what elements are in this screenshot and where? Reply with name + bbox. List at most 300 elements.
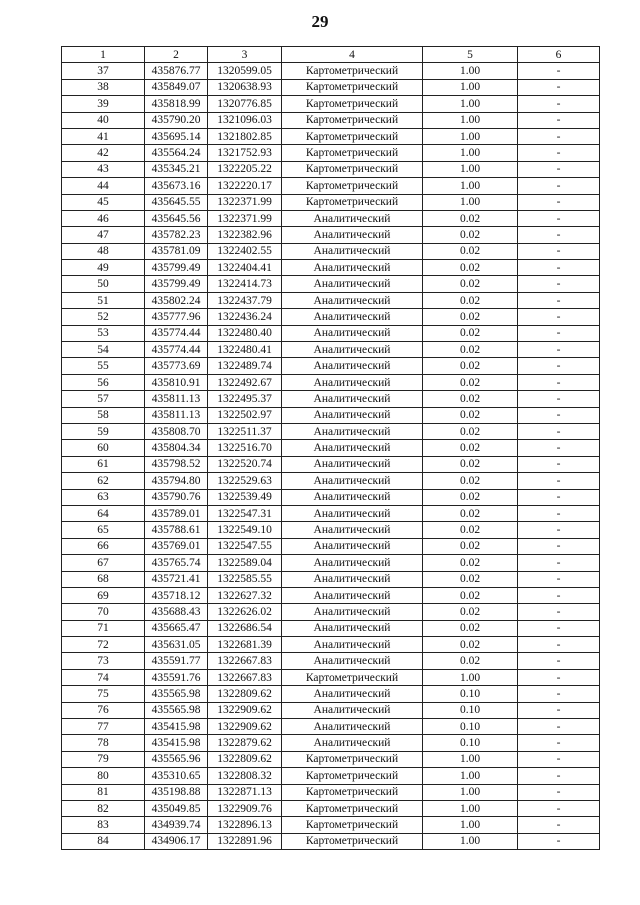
note-cell: - — [518, 358, 600, 374]
table-row — [62, 637, 600, 653]
x-coordinate-cell: 435781.09 — [145, 243, 208, 259]
table-row — [62, 571, 600, 587]
point-number-cell: 54 — [62, 342, 145, 358]
note-cell: - — [518, 735, 600, 751]
point-number-cell: 68 — [62, 571, 145, 587]
point-number-cell: 73 — [62, 653, 145, 669]
method-cell: Картометрический — [282, 800, 423, 816]
x-coordinate-cell: 435695.14 — [145, 128, 208, 144]
x-coordinate-cell: 435799.49 — [145, 260, 208, 276]
x-coordinate-cell: 435645.55 — [145, 194, 208, 210]
method-cell: Аналитический — [282, 522, 423, 538]
y-coordinate-cell: 1322437.79 — [208, 292, 282, 308]
note-cell: - — [518, 571, 600, 587]
table-row — [62, 325, 600, 341]
table-row — [62, 522, 600, 538]
point-number-cell: 46 — [62, 210, 145, 226]
method-cell: Аналитический — [282, 620, 423, 636]
accuracy-cell: 1.00 — [423, 161, 518, 177]
table-row — [62, 112, 600, 128]
table-row — [62, 669, 600, 685]
y-coordinate-cell: 1322529.63 — [208, 473, 282, 489]
point-number-cell: 61 — [62, 456, 145, 472]
table-row — [62, 161, 600, 177]
method-cell: Аналитический — [282, 292, 423, 308]
method-cell: Аналитический — [282, 309, 423, 325]
accuracy-cell: 0.02 — [423, 653, 518, 669]
table-row — [62, 702, 600, 718]
point-number-cell: 44 — [62, 178, 145, 194]
table-row — [62, 358, 600, 374]
point-number-cell: 49 — [62, 260, 145, 276]
table-row — [62, 79, 600, 95]
x-coordinate-cell: 435811.13 — [145, 407, 208, 423]
accuracy-cell: 0.10 — [423, 686, 518, 702]
y-coordinate-cell: 1322516.70 — [208, 440, 282, 456]
table-row — [62, 128, 600, 144]
column-header-6: 6 — [518, 47, 600, 63]
note-cell: - — [518, 719, 600, 735]
y-coordinate-cell: 1322627.32 — [208, 587, 282, 603]
method-cell: Картометрический — [282, 784, 423, 800]
y-coordinate-cell: 1322808.32 — [208, 768, 282, 784]
note-cell: - — [518, 194, 600, 210]
accuracy-cell: 0.02 — [423, 555, 518, 571]
y-coordinate-cell: 1322489.74 — [208, 358, 282, 374]
point-number-cell: 47 — [62, 227, 145, 243]
point-number-cell: 79 — [62, 751, 145, 767]
x-coordinate-cell: 435782.23 — [145, 227, 208, 243]
point-number-cell: 69 — [62, 587, 145, 603]
note-cell: - — [518, 292, 600, 308]
method-cell: Аналитический — [282, 440, 423, 456]
note-cell: - — [518, 374, 600, 390]
x-coordinate-cell: 435415.98 — [145, 735, 208, 751]
accuracy-cell: 0.10 — [423, 702, 518, 718]
accuracy-cell: 0.02 — [423, 342, 518, 358]
accuracy-cell: 1.00 — [423, 178, 518, 194]
table-row — [62, 604, 600, 620]
method-cell: Картометрический — [282, 178, 423, 194]
note-cell: - — [518, 538, 600, 554]
point-number-cell: 63 — [62, 489, 145, 505]
x-coordinate-cell: 435810.91 — [145, 374, 208, 390]
x-coordinate-cell: 435876.77 — [145, 63, 208, 79]
accuracy-cell: 0.02 — [423, 260, 518, 276]
table-row — [62, 63, 600, 79]
y-coordinate-cell: 1322511.37 — [208, 423, 282, 439]
accuracy-cell: 0.02 — [423, 309, 518, 325]
x-coordinate-cell: 435645.56 — [145, 210, 208, 226]
y-coordinate-cell: 1322909.62 — [208, 719, 282, 735]
x-coordinate-cell: 435591.77 — [145, 653, 208, 669]
column-header-2: 2 — [145, 47, 208, 63]
x-coordinate-cell: 435774.44 — [145, 325, 208, 341]
table-row — [62, 260, 600, 276]
method-cell: Аналитический — [282, 391, 423, 407]
note-cell: - — [518, 210, 600, 226]
note-cell: - — [518, 473, 600, 489]
note-cell: - — [518, 669, 600, 685]
x-coordinate-cell: 435773.69 — [145, 358, 208, 374]
method-cell: Аналитический — [282, 423, 423, 439]
accuracy-cell: 1.00 — [423, 194, 518, 210]
note-cell: - — [518, 309, 600, 325]
note-cell: - — [518, 555, 600, 571]
method-cell: Картометрический — [282, 63, 423, 79]
accuracy-cell: 0.02 — [423, 505, 518, 521]
method-cell: Аналитический — [282, 325, 423, 341]
note-cell: - — [518, 702, 600, 718]
accuracy-cell: 0.02 — [423, 489, 518, 505]
x-coordinate-cell: 435198.88 — [145, 784, 208, 800]
point-number-cell: 62 — [62, 473, 145, 489]
x-coordinate-cell: 435798.52 — [145, 456, 208, 472]
table-row — [62, 800, 600, 816]
note-cell: - — [518, 128, 600, 144]
y-coordinate-cell: 1322402.55 — [208, 243, 282, 259]
accuracy-cell: 0.02 — [423, 374, 518, 390]
table-row — [62, 391, 600, 407]
note-cell: - — [518, 178, 600, 194]
point-number-cell: 39 — [62, 96, 145, 112]
point-number-cell: 81 — [62, 784, 145, 800]
x-coordinate-cell: 435673.16 — [145, 178, 208, 194]
x-coordinate-cell: 435721.41 — [145, 571, 208, 587]
method-cell: Аналитический — [282, 702, 423, 718]
point-number-cell: 57 — [62, 391, 145, 407]
method-cell: Аналитический — [282, 407, 423, 423]
method-cell: Аналитический — [282, 342, 423, 358]
y-coordinate-cell: 1322220.17 — [208, 178, 282, 194]
y-coordinate-cell: 1322205.22 — [208, 161, 282, 177]
column-header-5: 5 — [423, 47, 518, 63]
note-cell: - — [518, 96, 600, 112]
x-coordinate-cell: 435811.13 — [145, 391, 208, 407]
y-coordinate-cell: 1322502.97 — [208, 407, 282, 423]
point-number-cell: 55 — [62, 358, 145, 374]
point-number-cell: 78 — [62, 735, 145, 751]
point-number-cell: 52 — [62, 309, 145, 325]
x-coordinate-cell: 435774.44 — [145, 342, 208, 358]
accuracy-cell: 1.00 — [423, 833, 518, 849]
x-coordinate-cell: 435591.76 — [145, 669, 208, 685]
accuracy-cell: 0.02 — [423, 210, 518, 226]
table-row — [62, 276, 600, 292]
y-coordinate-cell: 1322626.02 — [208, 604, 282, 620]
note-cell: - — [518, 800, 600, 816]
note-cell: - — [518, 227, 600, 243]
point-number-cell: 64 — [62, 505, 145, 521]
accuracy-cell: 0.10 — [423, 735, 518, 751]
point-number-cell: 83 — [62, 817, 145, 833]
table-row — [62, 194, 600, 210]
accuracy-cell: 0.02 — [423, 522, 518, 538]
note-cell: - — [518, 63, 600, 79]
point-number-cell: 48 — [62, 243, 145, 259]
accuracy-cell: 1.00 — [423, 112, 518, 128]
accuracy-cell: 1.00 — [423, 817, 518, 833]
note-cell: - — [518, 522, 600, 538]
y-coordinate-cell: 1322686.54 — [208, 620, 282, 636]
point-number-cell: 40 — [62, 112, 145, 128]
point-number-cell: 53 — [62, 325, 145, 341]
y-coordinate-cell: 1322371.99 — [208, 210, 282, 226]
method-cell: Аналитический — [282, 374, 423, 390]
accuracy-cell: 1.00 — [423, 669, 518, 685]
y-coordinate-cell: 1322382.96 — [208, 227, 282, 243]
accuracy-cell: 1.00 — [423, 145, 518, 161]
method-cell: Аналитический — [282, 473, 423, 489]
note-cell: - — [518, 686, 600, 702]
y-coordinate-cell: 1322404.41 — [208, 260, 282, 276]
x-coordinate-cell: 435765.74 — [145, 555, 208, 571]
note-cell: - — [518, 784, 600, 800]
method-cell: Аналитический — [282, 358, 423, 374]
y-coordinate-cell: 1322539.49 — [208, 489, 282, 505]
x-coordinate-cell: 435808.70 — [145, 423, 208, 439]
accuracy-cell: 0.02 — [423, 358, 518, 374]
x-coordinate-cell: 435769.01 — [145, 538, 208, 554]
x-coordinate-cell: 435799.49 — [145, 276, 208, 292]
point-number-cell: 65 — [62, 522, 145, 538]
table-row — [62, 96, 600, 112]
table-row — [62, 653, 600, 669]
note-cell: - — [518, 145, 600, 161]
table-row — [62, 751, 600, 767]
method-cell: Картометрический — [282, 833, 423, 849]
accuracy-cell: 0.02 — [423, 587, 518, 603]
table-row — [62, 784, 600, 800]
note-cell: - — [518, 456, 600, 472]
point-number-cell: 56 — [62, 374, 145, 390]
coordinates-table — [61, 46, 600, 850]
method-cell: Аналитический — [282, 227, 423, 243]
method-cell: Картометрический — [282, 817, 423, 833]
accuracy-cell: 1.00 — [423, 751, 518, 767]
note-cell: - — [518, 751, 600, 767]
note-cell: - — [518, 653, 600, 669]
x-coordinate-cell: 435631.05 — [145, 637, 208, 653]
method-cell: Аналитический — [282, 260, 423, 276]
note-cell: - — [518, 505, 600, 521]
y-coordinate-cell: 1322436.24 — [208, 309, 282, 325]
method-cell: Картометрический — [282, 145, 423, 161]
table-row — [62, 505, 600, 521]
note-cell: - — [518, 833, 600, 849]
table-header-row — [62, 47, 600, 63]
y-coordinate-cell: 1322681.39 — [208, 637, 282, 653]
note-cell: - — [518, 768, 600, 784]
y-coordinate-cell: 1322585.55 — [208, 571, 282, 587]
x-coordinate-cell: 435564.24 — [145, 145, 208, 161]
table-row — [62, 735, 600, 751]
table-row — [62, 456, 600, 472]
note-cell: - — [518, 276, 600, 292]
x-coordinate-cell: 435789.01 — [145, 505, 208, 521]
note-cell: - — [518, 637, 600, 653]
accuracy-cell: 1.00 — [423, 784, 518, 800]
accuracy-cell: 0.02 — [423, 620, 518, 636]
y-coordinate-cell: 1322909.76 — [208, 800, 282, 816]
method-cell: Картометрический — [282, 96, 423, 112]
method-cell: Картометрический — [282, 194, 423, 210]
y-coordinate-cell: 1322520.74 — [208, 456, 282, 472]
point-number-cell: 82 — [62, 800, 145, 816]
method-cell: Аналитический — [282, 555, 423, 571]
method-cell: Картометрический — [282, 161, 423, 177]
x-coordinate-cell: 435310.65 — [145, 768, 208, 784]
y-coordinate-cell: 1322495.37 — [208, 391, 282, 407]
table-row — [62, 768, 600, 784]
note-cell: - — [518, 325, 600, 341]
point-number-cell: 72 — [62, 637, 145, 653]
table-row — [62, 227, 600, 243]
note-cell: - — [518, 391, 600, 407]
method-cell: Аналитический — [282, 243, 423, 259]
point-number-cell: 80 — [62, 768, 145, 784]
y-coordinate-cell: 1322809.62 — [208, 751, 282, 767]
method-cell: Картометрический — [282, 112, 423, 128]
table-row — [62, 374, 600, 390]
y-coordinate-cell: 1322549.10 — [208, 522, 282, 538]
table-row — [62, 555, 600, 571]
table-row — [62, 292, 600, 308]
note-cell: - — [518, 817, 600, 833]
accuracy-cell: 0.02 — [423, 391, 518, 407]
method-cell: Аналитический — [282, 719, 423, 735]
point-number-cell: 70 — [62, 604, 145, 620]
note-cell: - — [518, 407, 600, 423]
accuracy-cell: 0.02 — [423, 292, 518, 308]
table-row — [62, 538, 600, 554]
table-row — [62, 489, 600, 505]
y-coordinate-cell: 1322547.55 — [208, 538, 282, 554]
x-coordinate-cell: 435849.07 — [145, 79, 208, 95]
y-coordinate-cell: 1322667.83 — [208, 653, 282, 669]
y-coordinate-cell: 1320638.93 — [208, 79, 282, 95]
table-row — [62, 178, 600, 194]
point-number-cell: 66 — [62, 538, 145, 554]
column-header-4: 4 — [282, 47, 423, 63]
note-cell: - — [518, 440, 600, 456]
method-cell: Аналитический — [282, 587, 423, 603]
point-number-cell: 43 — [62, 161, 145, 177]
y-coordinate-cell: 1321096.03 — [208, 112, 282, 128]
table-row — [62, 243, 600, 259]
point-number-cell: 76 — [62, 702, 145, 718]
note-cell: - — [518, 604, 600, 620]
accuracy-cell: 1.00 — [423, 800, 518, 816]
y-coordinate-cell: 1322871.13 — [208, 784, 282, 800]
y-coordinate-cell: 1321802.85 — [208, 128, 282, 144]
table-row — [62, 440, 600, 456]
table-row — [62, 210, 600, 226]
x-coordinate-cell: 435788.61 — [145, 522, 208, 538]
accuracy-cell: 0.02 — [423, 227, 518, 243]
y-coordinate-cell: 1322667.83 — [208, 669, 282, 685]
table-row — [62, 587, 600, 603]
x-coordinate-cell: 435818.99 — [145, 96, 208, 112]
point-number-cell: 38 — [62, 79, 145, 95]
note-cell: - — [518, 79, 600, 95]
accuracy-cell: 1.00 — [423, 768, 518, 784]
column-header-1: 1 — [62, 47, 145, 63]
point-number-cell: 84 — [62, 833, 145, 849]
point-number-cell: 60 — [62, 440, 145, 456]
method-cell: Аналитический — [282, 735, 423, 751]
x-coordinate-cell: 435688.43 — [145, 604, 208, 620]
y-coordinate-cell: 1322809.62 — [208, 686, 282, 702]
method-cell: Аналитический — [282, 456, 423, 472]
x-coordinate-cell: 435049.85 — [145, 800, 208, 816]
accuracy-cell: 0.02 — [423, 637, 518, 653]
note-cell: - — [518, 342, 600, 358]
accuracy-cell: 0.02 — [423, 473, 518, 489]
x-coordinate-cell: 435790.76 — [145, 489, 208, 505]
accuracy-cell: 0.02 — [423, 276, 518, 292]
y-coordinate-cell: 1322891.96 — [208, 833, 282, 849]
point-number-cell: 75 — [62, 686, 145, 702]
y-coordinate-cell: 1322480.40 — [208, 325, 282, 341]
point-number-cell: 45 — [62, 194, 145, 210]
y-coordinate-cell: 1322589.04 — [208, 555, 282, 571]
y-coordinate-cell: 1322547.31 — [208, 505, 282, 521]
note-cell: - — [518, 620, 600, 636]
note-cell: - — [518, 587, 600, 603]
accuracy-cell: 0.02 — [423, 456, 518, 472]
table-row — [62, 833, 600, 849]
accuracy-cell: 0.02 — [423, 571, 518, 587]
table-row — [62, 817, 600, 833]
y-coordinate-cell: 1320776.85 — [208, 96, 282, 112]
x-coordinate-cell: 435802.24 — [145, 292, 208, 308]
x-coordinate-cell: 435415.98 — [145, 719, 208, 735]
y-coordinate-cell: 1322371.99 — [208, 194, 282, 210]
point-number-cell: 74 — [62, 669, 145, 685]
method-cell: Аналитический — [282, 686, 423, 702]
accuracy-cell: 0.02 — [423, 407, 518, 423]
accuracy-cell: 0.02 — [423, 423, 518, 439]
accuracy-cell: 0.02 — [423, 243, 518, 259]
point-number-cell: 67 — [62, 555, 145, 571]
table-row — [62, 620, 600, 636]
y-coordinate-cell: 1322879.62 — [208, 735, 282, 751]
point-number-cell: 51 — [62, 292, 145, 308]
page-number: 29 — [311, 12, 329, 31]
x-coordinate-cell: 435665.47 — [145, 620, 208, 636]
table-row — [62, 309, 600, 325]
accuracy-cell: 0.02 — [423, 604, 518, 620]
y-coordinate-cell: 1322909.62 — [208, 702, 282, 718]
accuracy-cell: 1.00 — [423, 79, 518, 95]
note-cell: - — [518, 161, 600, 177]
x-coordinate-cell: 435790.20 — [145, 112, 208, 128]
x-coordinate-cell: 434906.17 — [145, 833, 208, 849]
accuracy-cell: 1.00 — [423, 128, 518, 144]
x-coordinate-cell: 435777.96 — [145, 309, 208, 325]
point-number-cell: 77 — [62, 719, 145, 735]
method-cell: Аналитический — [282, 489, 423, 505]
note-cell: - — [518, 489, 600, 505]
table-row — [62, 719, 600, 735]
note-cell: - — [518, 243, 600, 259]
table-row — [62, 686, 600, 702]
method-cell: Аналитический — [282, 538, 423, 554]
note-cell: - — [518, 260, 600, 276]
y-coordinate-cell: 1322492.67 — [208, 374, 282, 390]
accuracy-cell: 0.02 — [423, 538, 518, 554]
